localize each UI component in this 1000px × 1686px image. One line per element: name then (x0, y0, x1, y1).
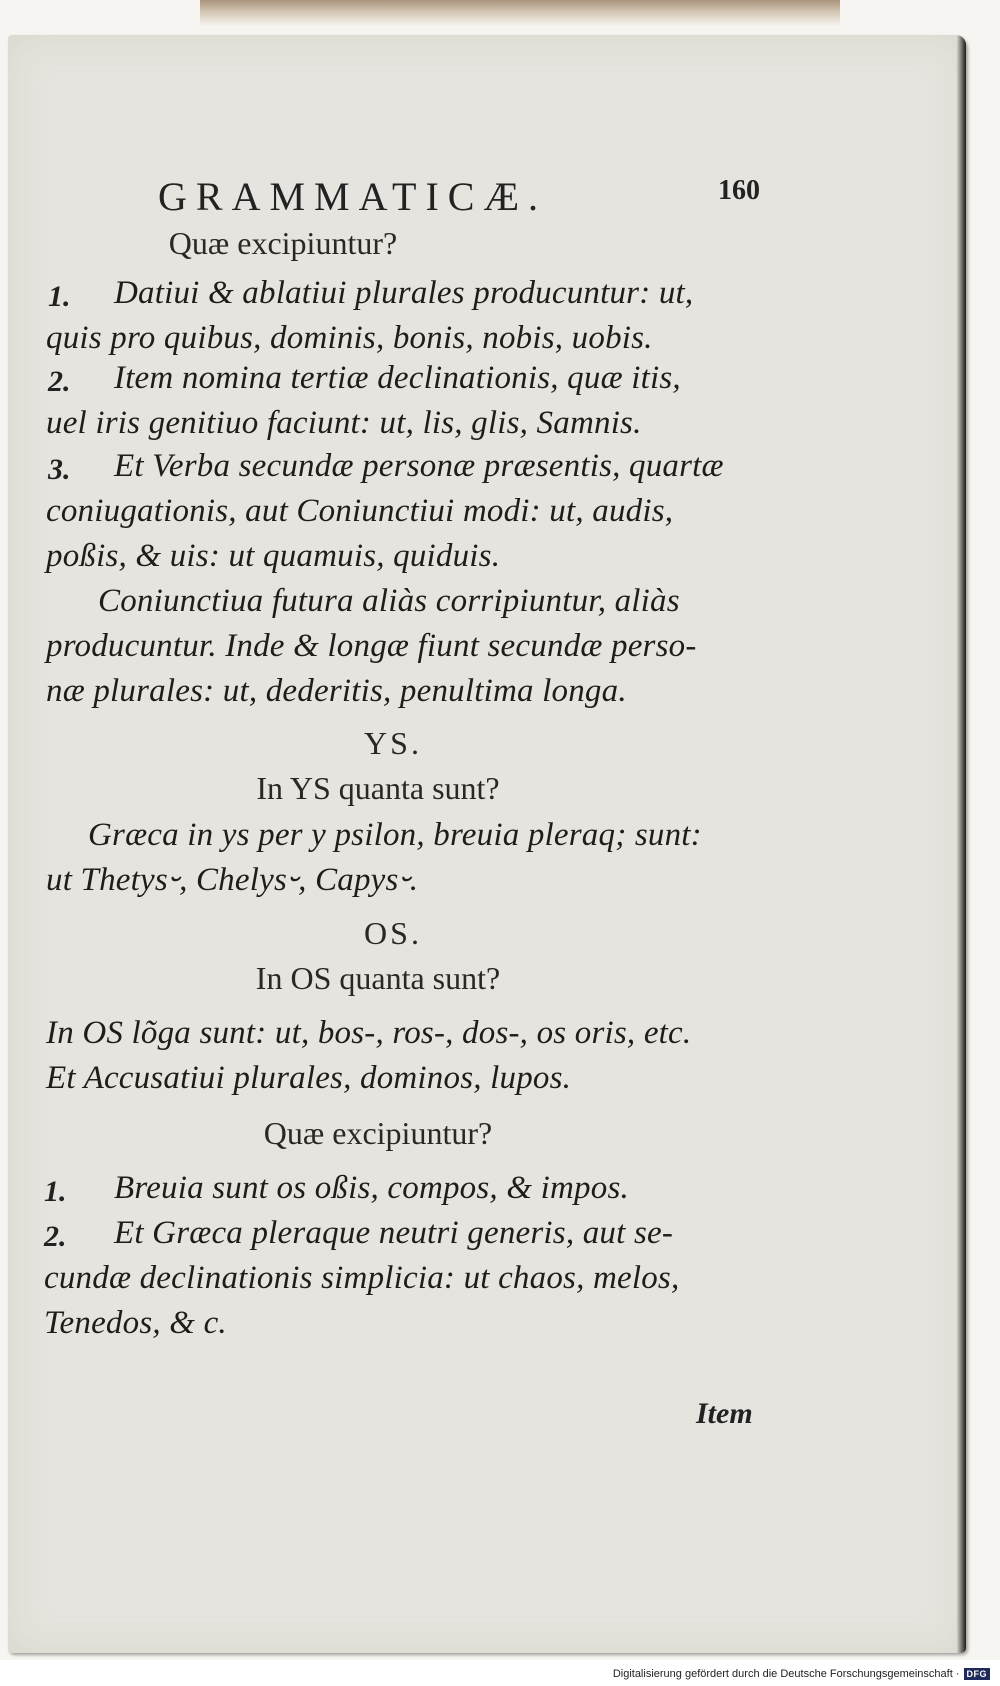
binding-shadow (200, 0, 840, 26)
text-line: Et Græca pleraque neutri generis, aut se- (114, 1215, 674, 1251)
dfg-logo: DFG (964, 1668, 991, 1680)
text-line: ut Thetys⏑, Chelys⏑, Capys⏑. (46, 862, 419, 898)
heading-exceptions-2: Quæ excipiuntur? (263, 1115, 493, 1151)
text-line: quis pro quibus, dominis, bonis, nobis, uobis. (46, 320, 653, 356)
running-head: GRAMMATICÆ. (158, 174, 548, 219)
text-line: Datiui & ablatiui plurales producuntur: ut, (114, 275, 694, 311)
text-line: næ plurales: ut, dederitis, penultima longa. (46, 673, 627, 709)
heading-exceptions-1: Quæ excipiuntur? (168, 225, 398, 261)
book-page (8, 35, 966, 1653)
item-number: 2. (48, 365, 71, 398)
section-heading-os: OS. (364, 915, 422, 951)
folio-number: 160 (718, 175, 760, 206)
text-line: coniugationis, aut Coniunctiui modi: ut, audis, (46, 493, 674, 529)
text-line: cundæ declinationis simplicia: ut chaos, melos, (44, 1260, 680, 1296)
section-heading-ys: YS. (364, 725, 422, 761)
digitization-credit (613, 1668, 990, 1680)
text-line: Tenedos, & c. (44, 1305, 227, 1341)
text-line: uel iris genitiuo faciunt: ut, lis, glis, Samnis. (46, 405, 642, 441)
catchword: Item (696, 1397, 753, 1430)
text-line: poßis, & uis: ut quamuis, quiduis. (46, 538, 501, 574)
page-edge (956, 35, 966, 1653)
text-line: Græca in ys per y psilon, breuia pleraq; sunt: (88, 817, 702, 853)
question-ys: In YS quanta sunt? (256, 770, 500, 806)
item-number: 1. (44, 1175, 67, 1208)
text-line: Coniunctiua futura aliàs corripiuntur, aliàs (98, 583, 680, 619)
text-line: producuntur. Inde & longæ fiunt secundæ perso- (46, 628, 697, 664)
text-line: Breuia sunt os oßis, compos, & impos. (114, 1170, 629, 1206)
item-number: 1. (48, 280, 71, 313)
credit-text: Digitalisierung gefördert durch die Deutsche Forschungsgemeinschaft · (612, 1668, 960, 1680)
item-number: 2. (44, 1220, 67, 1253)
text-line: Item nomina tertiæ declinationis, quæ itis, (114, 360, 681, 396)
text-line: Et Verba secundæ personæ præsentis, quartæ (114, 448, 724, 484)
text-line: Et Accusatiui plurales, dominos, lupos. (46, 1060, 572, 1096)
question-os: In OS quanta sunt? (255, 960, 501, 996)
item-number: 3. (48, 453, 71, 486)
text-line: In OS lõga sunt: ut, bos‑, ros‑, dos‑, os oris, etc. (46, 1015, 692, 1051)
